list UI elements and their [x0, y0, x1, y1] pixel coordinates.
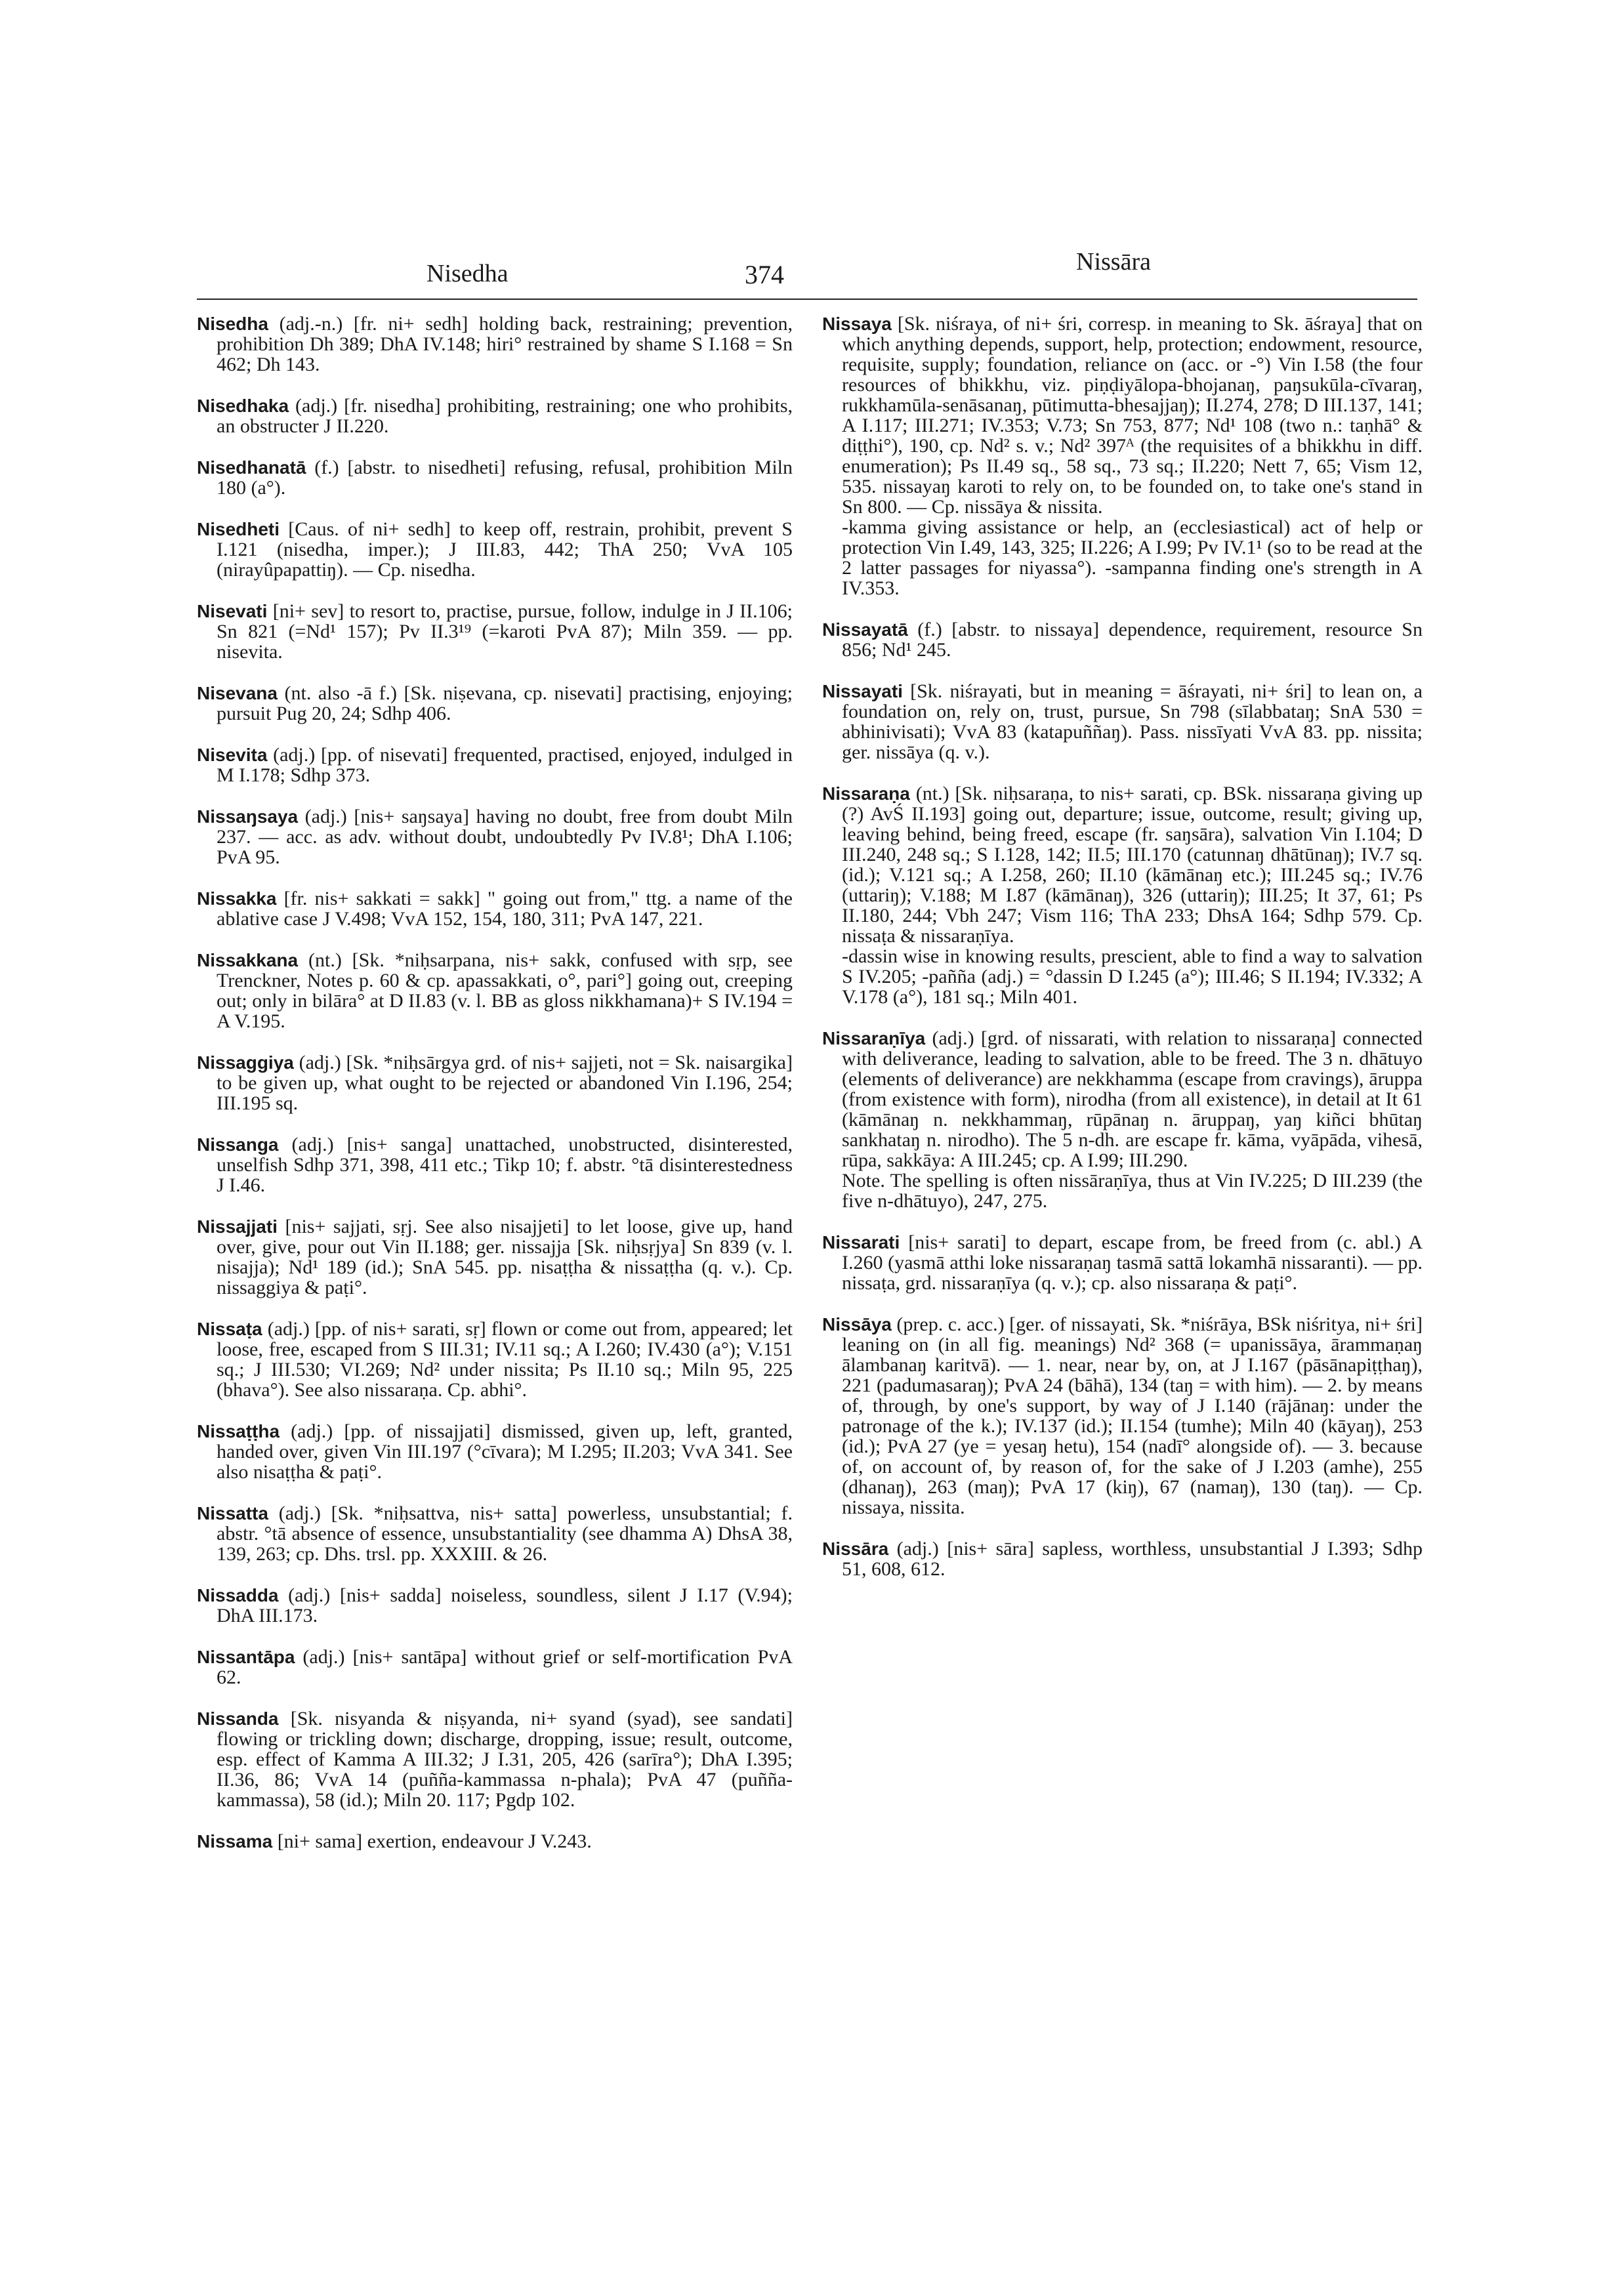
entry-definition: [ni+ sama] exertion, endeavour J V.243. [272, 1830, 592, 1852]
entry-headword: Nissakka [197, 888, 277, 909]
entry-headword: Nissanda [197, 1708, 279, 1729]
dictionary-entry [197, 1647, 793, 1687]
entry-headword: Nissama [197, 1831, 273, 1851]
dictionary-entry [197, 888, 793, 929]
dictionary-entry [197, 806, 793, 867]
dictionary-entry [822, 619, 1423, 660]
entry-headword: Nissaya [822, 314, 892, 334]
entry-definition: (adj.-n.) [fr. ni+ sedh] holding back, restraining; prevention, prohibition Dh 389; DhA IV.148; hiri° restrained by shame S I.168 = Sn 462; Dh 143. [217, 313, 793, 375]
entry-definition: (adj.) [fr. nisedha] prohibiting, restraining; one who prohibits, an obstructer J II.220. [217, 395, 793, 437]
dictionary-entry [197, 745, 793, 785]
dictionary-entry [197, 950, 793, 1031]
entry-headword: Nissaraṇīya [822, 1028, 926, 1048]
entry-headword: Nissāra [822, 1539, 889, 1559]
entry-definition: (f.) [abstr. to nisedheti] refusing, refusal, prohibition Miln 180 (a°). [217, 457, 793, 499]
dictionary-entry [197, 1421, 793, 1482]
entry-definition: [ni+ sev] to resort to, practise, pursue, follow, indulge in J II.106; Sn 821 (=Nd¹ 157); Pv II.3¹⁹ (=karoti PvA 87); Miln 359. — pp. nisevita. [217, 600, 793, 663]
dictionary-entry [197, 601, 793, 662]
entry-headword: Nissadda [197, 1585, 279, 1605]
entry-definition: (nt. also -ā f.) [Sk. niṣevana, cp. nisevati] practising, enjoying; pursuit Pug 20, 24; Sdhp 406. [217, 682, 793, 724]
entry-headword: Nissakkana [197, 950, 299, 970]
entry-definition: (adj.) [pp. of nis+ sarati, sṛ] flown or come out from, appeared; let loose, free, escaped from S III.31; IV.11 sq.; A I.260; IV.430 (a°); V.151 sq.; J III.530; VI.269; Nd² under nissita; Ps II.10 sq.; Miln 95, 225 (bhava°). See also nissaraṇa. Cp. abhi°. [217, 1318, 793, 1401]
dictionary-entry [822, 1232, 1423, 1293]
entry-definition: (adj.) [Sk. *niḥsattva, nis+ satta] powerless, unsubstantial; f. abstr. °tā absence of essence, unsubstantiality (see dhamma A) DhsA 38, 139, 263; cp. Dhs. trsl. pp. XXXIII. & 26. [217, 1502, 793, 1565]
header-right-guide-word: Nissāra [1076, 248, 1151, 276]
header-rule [197, 299, 1417, 300]
entry-headword: Nissanga [197, 1134, 279, 1155]
dictionary-entry [822, 1028, 1423, 1170]
dictionary-entry [197, 683, 793, 724]
entry-definition: Note. The spelling is often nissāraṇīya, thus at Vin IV.225; D III.239 (the five n-dhātuyo), 247, 275. [842, 1170, 1423, 1212]
dictionary-entry [197, 1708, 793, 1810]
entry-definition: (adj.) [nis+ sadda] noiseless, soundless, silent J I.17 (V.94); DhA III.173. [217, 1584, 793, 1626]
dictionary-entry [197, 314, 793, 375]
dictionary-entry [822, 681, 1423, 762]
entry-definition: [fr. nis+ sakkati = sakk] " going out from," ttg. a name of the ablative case J V.498; VvA 152, 154, 180, 311; PvA 147, 221. [217, 888, 793, 930]
entry-headword: Nissajjati [197, 1216, 278, 1237]
dictionary-entry [197, 1134, 793, 1195]
dictionary-entry [822, 1314, 1423, 1518]
dictionary-entry [822, 783, 1423, 946]
entry-definition: (f.) [abstr. to nissaya] dependence, requirement, resource Sn 856; Nd¹ 245. [842, 619, 1423, 661]
dictionary-entry [197, 1052, 793, 1113]
entry-definition: [Sk. niśraya, of ni+ śri, corresp. in meaning to Sk. āśraya] that on which anything depends, support, help, protection; endowment, resource, requisite, supply; foundation, reliance on (acc. or -°) Vin I.58 (the four resources of bhikkhu, viz. piṇḍiyālopa-bhojanaŋ, paŋsukūla-cīvaraŋ, rukkhamūla-senāsanaŋ, pūtimutta-bhesajjaŋ); II.274, 278; D III.137, 141; A I.117; III.271; IV.353; V.73; Sn 753, 877; Nd¹ 108 (two n.: taṇhā° & diṭṭhi°), 190, cp. Nd² s. v.; Nd² 397ᴬ (the requisites of a bhikkhu in diff. enumeration); Ps II.49 sq., 58 sq., 73 sq.; II.220; Nett 7, 65; Vism 12, 535. nissayaŋ karoti to rely on, to be founded on, to take one's stand in Sn 800. — Cp. nissāya & nissita. [842, 313, 1423, 518]
entry-definition: [Caus. of ni+ sedh] to keep off, restrain, prohibit, prevent S I.121 (nisedha, imper.); J III.83, 442; ThA 250; VvA 105 (nirayûpapattiŋ). — Cp. nisedha. [217, 518, 793, 581]
page-number: 374 [745, 260, 784, 289]
entry-definition: (adj.) [nis+ saŋsaya] having no doubt, free from doubt Miln 237. — acc. as adv. without doubt, undoubtedly Pv IV.8¹; DhA I.106; PvA 95. [217, 806, 793, 868]
dictionary-subentry [822, 517, 1423, 598]
entry-headword: Nisedhanatā [197, 457, 306, 478]
entry-definition: [nis+ sajjati, sṛj. See also nisajjeti] to let loose, give up, hand over, give, pour out Vin II.188; ger. nissajja [Sk. niḥsṛjya] Sn 839 (v. l. nisajja); Nd¹ 189 (id.); SnA 545. pp. nisaṭṭha & nissaṭṭha (q. v.). Cp. nissaggiya & paṭi°. [217, 1216, 793, 1298]
entry-headword: Nissantāpa [197, 1647, 295, 1667]
dictionary-entry [197, 1831, 793, 1851]
running-header [197, 248, 1417, 292]
dictionary-entry [197, 1216, 793, 1298]
entry-headword: Nissarati [822, 1232, 900, 1252]
entry-definition: (adj.) [pp. of nissajjati] dismissed, given up, left, granted, handed over, given Vin III.197 (°cīvara); M I.295; II.203; VvA 341. See also nisaṭṭha & paṭi°. [217, 1420, 793, 1483]
entry-definition: (adj.) [nis+ sāra] sapless, worthless, unsubstantial J I.393; Sdhp 51, 608, 612. [842, 1538, 1423, 1580]
dictionary-entry [197, 1503, 793, 1564]
dictionary-entry [197, 1319, 793, 1400]
entry-headword: Nisevana [197, 683, 278, 703]
entry-headword: Nissaŋsaya [197, 806, 299, 827]
entry-headword: Nisedhaka [197, 396, 289, 416]
dictionary-entry [822, 314, 1423, 517]
entry-definition: (adj.) [pp. of nisevati] frequented, practised, enjoyed, indulged in M I.178; Sdhp 373. [217, 744, 793, 786]
entry-definition: [Sk. nisyanda & niṣyanda, ni+ syand (syad), see sandati] flowing or trickling down; discharge, dropping, issue; result, outcome, esp. effect of Kamma A III.32; J I.31, 205, 426 (sarīra°); DhA I.395; II.36, 86; VvA 14 (puñña-kammassa n-phala); PvA 47 (puñña-kammassa), 58 (id.); Miln 20. 117; Pgdp 102. [217, 1708, 793, 1811]
entry-definition: (adj.) [grd. of nissarati, with relation to nissaraṇa] connected with deliverance, leading to salvation, able to be freed. The 3 n. dhātuyo (elements of deliverance) are nekkhamma (escape from cravings), āruppa (from existence with form), nirodha (from all existence), in detail at It 61 (kāmānaŋ n. nekkhammaŋ, rūpānaŋ n. āruppaŋ, yaŋ kiñci bhūtaŋ sankhataŋ n. nirodho). The 5 n-dh. are escape fr. kāma, vyāpāda, vihesā, rūpa, sakkāya: A III.245; cp. A I.99; III.290. [842, 1027, 1423, 1171]
entry-definition: (nt.) [Sk. *niḥsarpana, nis+ sakk, confused with sṛp, see Trenckner, Notes p. 60 & cp. apassakkati, o°, pari°] going out, creeping out; only in bilāra° at D II.83 (v. l. BB as gloss nikkhamana)+ S IV.194 = A V.195. [217, 949, 793, 1032]
dictionary-subentry [822, 1170, 1423, 1211]
left-column [197, 314, 793, 1872]
entry-headword: Nissayati [822, 681, 903, 701]
entry-headword: Nisedha [197, 314, 268, 334]
entry-definition: (adj.) [nis+ sanga] unattached, unobstructed, disinterested, unselfish Sdhp 371, 398, 411 etc.; Tikp 10; f. abstr. °tā disinterestedness J I.46. [217, 1134, 793, 1196]
entry-definition: (adj.) [Sk. *niḥsārgya grd. of nis+ sajjeti, not = Sk. naisargika] to be given up, what ought to be rejected or abandoned Vin I.196, 254; III.195 sq. [217, 1052, 793, 1114]
entry-definition: (adj.) [nis+ santāpa] without grief or self-mortification PvA 62. [217, 1646, 793, 1688]
entry-definition: (nt.) [Sk. niḥsaraṇa, to nis+ sarati, cp. BSk. nissaraṇa giving up (?) AvŚ II.193] going out, departure; issue, outcome, result; giving up, leaving behind, being freed, escape (fr. saŋsāra), salvation Vin I.104; D III.240, 248 sq.; S I.128, 142; II.5; III.170 (catunnaŋ dhātūnaŋ); IV.7 sq. (id.); V.121 sq.; A I.258, 260; II.10 (kāmānaŋ etc.); III.245 sq.; IV.76 (uttariŋ); V.188; M I.87 (kāmānaŋ), 326 (uttariŋ); III.25; It 37, 61; Ps II.180, 244; Vbh 247; Vism 116; ThA 233; DhsA 164; Sdhp 579. Cp. nissaṭa & nissaraṇīya. [842, 783, 1423, 947]
entry-definition: -kamma giving assistance or help, an (ecclesiastical) act of help or protection Vin I.49, 143, 325; II.226; A I.99; Pv IV.1¹ (so to be read at the 2 latter passages for niyassa°). -sampanna finding one's strength in A IV.353. [842, 516, 1423, 599]
entry-headword: Nissaṭa [197, 1319, 262, 1339]
right-column [822, 314, 1423, 1600]
dictionary-entry [197, 457, 793, 498]
entry-definition: [nis+ sarati] to depart, escape from, be freed from (c. abl.) A I.260 (yasmā atthi loke nissaraṇaŋ tasmā sattā lokamhā nissaranti). — pp. nissaṭa, grd. nissaraṇīya (q. v.); cp. also nissaraṇa & paṭi°. [842, 1231, 1423, 1294]
entry-definition: [Sk. niśrayati, but in meaning = āśrayati, ni+ śri] to lean on, a foundation on, rely on, trust, pursue, Sn 798 (sīlabbataŋ; SnA 530 = abhinivisati); VvA 83 (katapuññaŋ). Pass. nissīyati VvA 83. pp. nissita; ger. nissāya (q. v.). [842, 680, 1423, 763]
entry-definition: (prep. c. acc.) [ger. of nissayati, Sk. *niśrāya, BSk niśritya, ni+ śri] leaning on (in all fig. meanings) Nd² 368 (= upanissāya, ārammaṇaŋ ālambanaŋ karitvā). — 1. near, near by, on, at J I.167 (pāsānapiṭṭhaŋ), 221 (padumasaraŋ); PvA 24 (bāhā), 134 (taŋ = with him). — 2. by means of, through, by one's support, by way of J I.140 (rājānaŋ: under the patronage of the k.); IV.137 (id.); II.154 (tumhe); Miln 40 (kāyaŋ), 253 (id.); PvA 27 (ye = yesaŋ hetu), 154 (nadī° alongside of). — 3. because of, on account of, by reason of, for the sake of J I.203 (amhe), 255 (dhanaŋ), 263 (maŋ); PvA 17 (kiŋ), 67 (namaŋ), 130 (taŋ). — Cp. nissaya, nissita. [842, 1313, 1423, 1518]
entry-headword: Nissaraṇa [822, 783, 910, 804]
dictionary-entry [822, 1539, 1423, 1579]
entry-headword: Nissāya [822, 1314, 892, 1334]
entry-headword: Nisevita [197, 745, 268, 765]
header-left-guide-word: Nisedha [427, 260, 509, 287]
entry-headword: Nissaṭṭha [197, 1421, 280, 1441]
entry-headword: Nissatta [197, 1503, 268, 1523]
entry-definition: -dassin wise in knowing results, prescient, able to find a way to salvation S IV.205; -pañña (adj.) = °dassin D I.245 (a°); III.46; S II.194; IV.332; A V.178 (a°), 181 sq.; Miln 401. [842, 945, 1423, 1008]
dictionary-entry [197, 1585, 793, 1626]
dictionary-entry [197, 519, 793, 580]
entry-headword: Nisevati [197, 601, 268, 621]
dictionary-subentry [822, 946, 1423, 1007]
entry-headword: Nissayatā [822, 619, 908, 640]
entry-headword: Nissaggiya [197, 1052, 294, 1073]
entry-headword: Nisedheti [197, 519, 280, 539]
dictionary-entry [197, 396, 793, 436]
